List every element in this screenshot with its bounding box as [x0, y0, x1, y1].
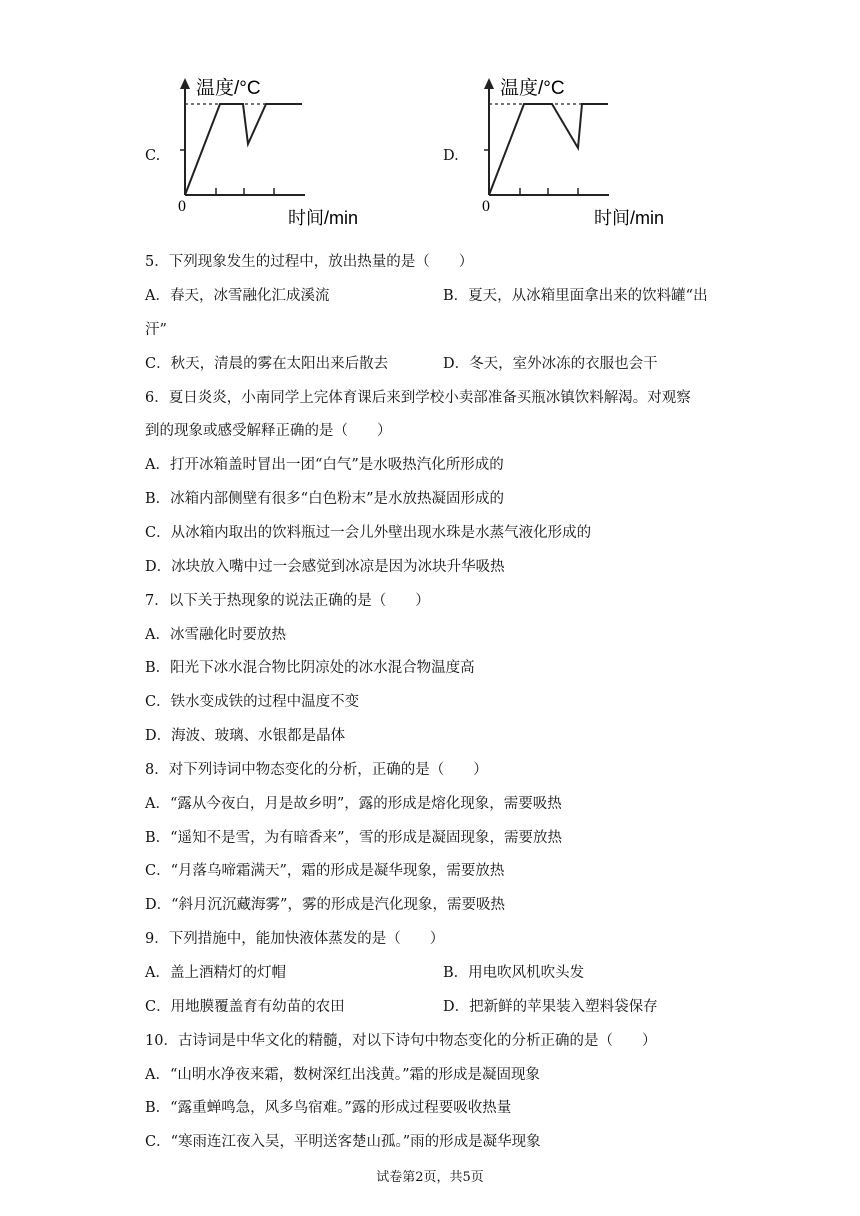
graph-c-ylabel: 温度/°C	[196, 78, 261, 99]
graph-d	[474, 68, 694, 238]
q8-option-a: A．“露从今夜白，月是故乡明”，露的形成是熔化现象，需要吸热	[145, 796, 562, 812]
option-d-label: D.	[443, 148, 459, 164]
q7-option-b: B．阳光下冰水混合物比阴凉处的冰水混合物温度高	[145, 660, 475, 676]
graph-d-origin: 0	[482, 198, 490, 215]
q5-option-b: B．夏天，从冰箱里面拿出来的饮料罐“出	[443, 288, 708, 304]
q9-stem: 9．下列措施中，能加快液体蒸发的是（ ）	[145, 931, 445, 947]
q6-stem: 6．夏日炎炎，小南同学上完体育课后来到学校小卖部准备买瓶冰镇饮料解渴。对观察	[145, 390, 691, 406]
q9-option-b: B．用电吹风机吹头发	[443, 965, 585, 981]
q5-option-d: D．冬天，室外冰冻的衣服也会干	[443, 356, 658, 372]
q6-option-b: B．冰箱内部侧壁有很多“白色粉末”是水放热凝固形成的	[145, 491, 504, 507]
q6-stem-cont: 到的现象或感受解释正确的是（ ）	[145, 423, 392, 439]
graph-d-ylabel: 温度/°C	[500, 78, 565, 99]
q8-option-d: D．“斜月沉沉藏海雾”，雾的形成是汽化现象，需要吸热	[145, 897, 505, 913]
page-footer: 试卷第2页，共5页	[376, 1170, 484, 1185]
q7-option-a: A．冰雪融化时要放热	[145, 627, 286, 643]
q5-option-c: C．秋天，清晨的雾在太阳出来后散去	[145, 356, 389, 372]
q9-option-c: C．用地膜覆盖育有幼苗的农田	[145, 999, 345, 1015]
q5-stem: 5．下列现象发生的过程中，放出热量的是（ ）	[145, 254, 474, 270]
q6-option-d: D．冰块放入嘴中过一会感觉到冰凉是因为冰块升华吸热	[145, 559, 505, 575]
q7-option-c: C．铁水变成铁的过程中温度不变	[145, 694, 360, 710]
q10-option-a: A．“山明水净夜来霜，数树深红出浅黄。”霜的形成是凝固现象	[145, 1067, 541, 1083]
q8-stem: 8．对下列诗词中物态变化的分析，正确的是（ ）	[145, 762, 488, 778]
q6-option-c: C．从冰箱内取出的饮料瓶过一会儿外壁出现水珠是水蒸气液化形成的	[145, 525, 592, 541]
q9-option-d: D．把新鲜的苹果装入塑料袋保存	[443, 999, 658, 1015]
q7-option-d: D．海波、玻璃、水银都是晶体	[145, 728, 346, 744]
q6-option-a: A．打开冰箱盖时冒出一团“白气”是水吸热汽化所形成的	[145, 457, 504, 473]
q9-option-a: A．盖上酒精灯的灯帽	[145, 965, 286, 981]
q5-option-b-cont: 汗”	[145, 322, 167, 338]
graph-c-origin: 0	[178, 198, 186, 215]
q5-option-a: A．春天，冰雪融化汇成溪流	[145, 288, 330, 304]
q8-option-c: C．“月落乌啼霜满天”，霜的形成是凝华现象，需要放热	[145, 863, 505, 879]
graph-c-xlabel: 时间/min	[288, 208, 359, 228]
q8-option-b: B．“遥知不是雪，为有暗香来”，雪的形成是凝固现象，需要放热	[145, 830, 562, 846]
q7-stem: 7．以下关于热现象的说法正确的是（ ）	[145, 593, 430, 609]
q10-stem: 10．古诗词是中华文化的精髓，对以下诗句中物态变化的分析正确的是（ ）	[145, 1033, 657, 1049]
graph-c	[170, 68, 390, 238]
graph-d-xlabel: 时间/min	[594, 208, 665, 228]
option-c-label: C.	[145, 148, 161, 164]
q10-option-b: B．“露重蝉鸣急，风多鸟宿难。”露的形成过程要吸收热量	[145, 1100, 512, 1116]
q10-option-c: C．“寒雨连江夜入吴，平明送客楚山孤。”雨的形成是凝华现象	[145, 1134, 541, 1150]
